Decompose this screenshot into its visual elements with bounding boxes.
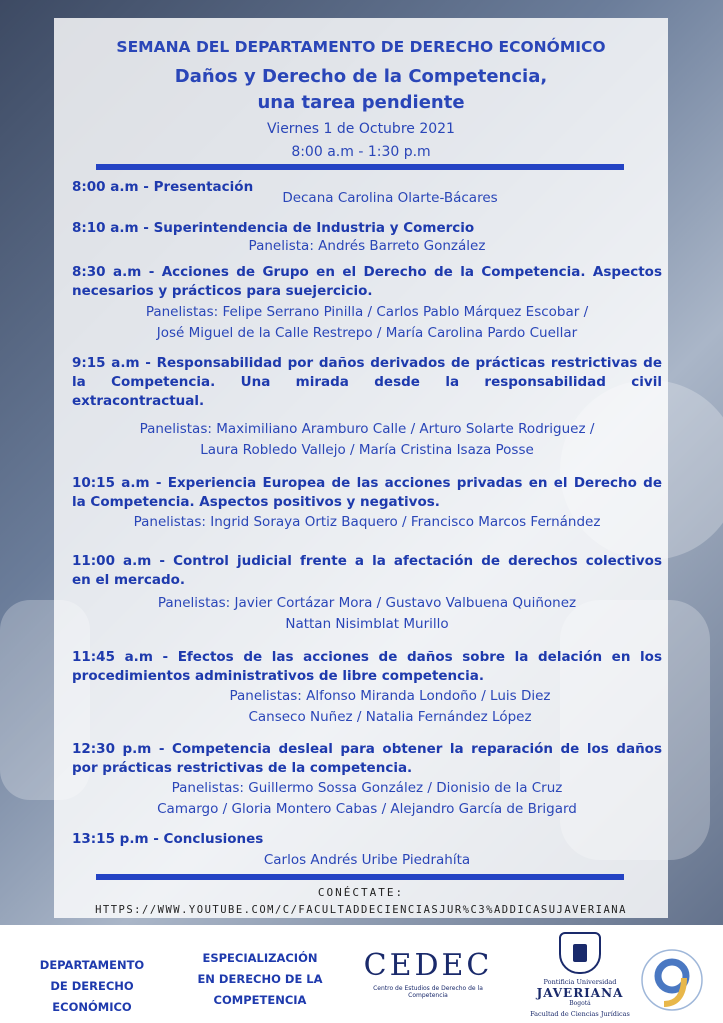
- agenda-title: 8:30 a.m - Acciones de Grupo en el Derecho de la Competencia. Aspectos necesarios y prácticos para suejercicio.: [72, 264, 662, 299]
- agenda-title: 8:00 a.m - Presentación: [72, 179, 254, 195]
- cedec-logo: CEDEC Centro de Estudios de Derecho de la Competencia: [363, 948, 493, 999]
- event-title-line1: Daños y Derecho de la Competencia,: [174, 66, 548, 87]
- event-title-line2: una tarea pendiente: [257, 92, 465, 113]
- agenda-title: 9:15 a.m - Responsabilidad por daños derivados de prácticas restrictivas de la Competencia. Una mirada desde la responsabilidad civil extracontractual.: [72, 355, 662, 409]
- agenda-panelists: Carlos Andrés Uribe Piedrahíta: [263, 852, 471, 868]
- agenda-title: 11:00 a.m - Control judicial frente a la afectación de derechos colectivos en el mercado.: [72, 553, 662, 588]
- agenda-title: 8:10 a.m - Superintendencia de Industria y Comercio: [72, 220, 475, 236]
- event-time: 8:00 a.m - 1:30 p.m: [291, 144, 431, 160]
- anniversary-logo-icon: [638, 946, 706, 1014]
- department-logo-text: DEPARTAMENTO DE DERECHO ECONÓMICO: [39, 958, 145, 1014]
- agenda-title: 10:15 a.m - Experiencia Europea de las acciones privadas en el Derecho de la Competencia. Aspectos positivos y negativos.: [72, 475, 662, 510]
- agenda-panelists: Panelistas: Alfonso Miranda Londoño / Luis Diez Canseco Nuñez / Natalia Fernández López: [229, 688, 551, 725]
- agenda-panelists: Panelista: Andrés Barreto González: [248, 238, 486, 254]
- agenda-panelists: Panelistas: Maximiliano Aramburo Calle / Arturo Solarte Rodriguez / Laura Robledo Vallejo / María Cristina Isaza Posse: [139, 421, 595, 458]
- javeriana-logo: Pontificia Universidad JAVERIANA Bogotá Facultad de Ciencias Jurídicas: [530, 928, 630, 1018]
- agenda-panelists: Panelistas: Javier Cortázar Mora / Gustavo Valbuena Quiñonez Nattan Nisimblat Murillo: [157, 595, 577, 632]
- agenda-title: 12:30 p.m - Competencia desleal para obtener la reparación de los daños por prácticas restrictivas de la competencia.: [72, 741, 662, 776]
- youtube-link[interactable]: HTTPS://WWW.YOUTUBE.COM/C/FACULTADDECIENCIASJUR%C3%ADDICASUJAVERIANA: [95, 904, 627, 916]
- agenda-panelists: Panelistas: Ingrid Soraya Ortiz Baquero / Francisco Marcos Fernández: [133, 514, 601, 530]
- university-seal-icon: [559, 932, 601, 974]
- agenda-title: 11:45 a.m - Efectos de las acciones de daños sobre la delación en los procedimientos administrativos de libre competencia.: [72, 649, 662, 684]
- event-date: Viernes 1 de Octubre 2021: [267, 121, 455, 137]
- divider-top: [96, 164, 624, 170]
- agenda-panelists: Panelistas: Guillermo Sossa González / Dionisio de la Cruz Camargo / Gloria Montero Cabas / Alejandro García de Brigard: [157, 780, 577, 817]
- divider-bottom: [96, 874, 624, 880]
- department-heading: SEMANA DEL DEPARTAMENTO DE DERECHO ECONÓMICO: [116, 38, 606, 56]
- agenda-title: 13:15 p.m - Conclusiones: [72, 831, 264, 847]
- agenda-panelists: Panelistas: Felipe Serrano Pinilla / Carlos Pablo Márquez Escobar / José Miguel de la Calle Restrepo / María Carolina Pardo Cuellar: [145, 304, 589, 341]
- connect-label: CONÉCTATE:: [317, 886, 405, 899]
- specialization-logo-text: ESPECIALIZACIÓN EN DERECHO DE LA COMPETENCIA: [197, 951, 323, 1007]
- agenda-panelists: Decana Carolina Olarte-Bácares: [282, 190, 498, 206]
